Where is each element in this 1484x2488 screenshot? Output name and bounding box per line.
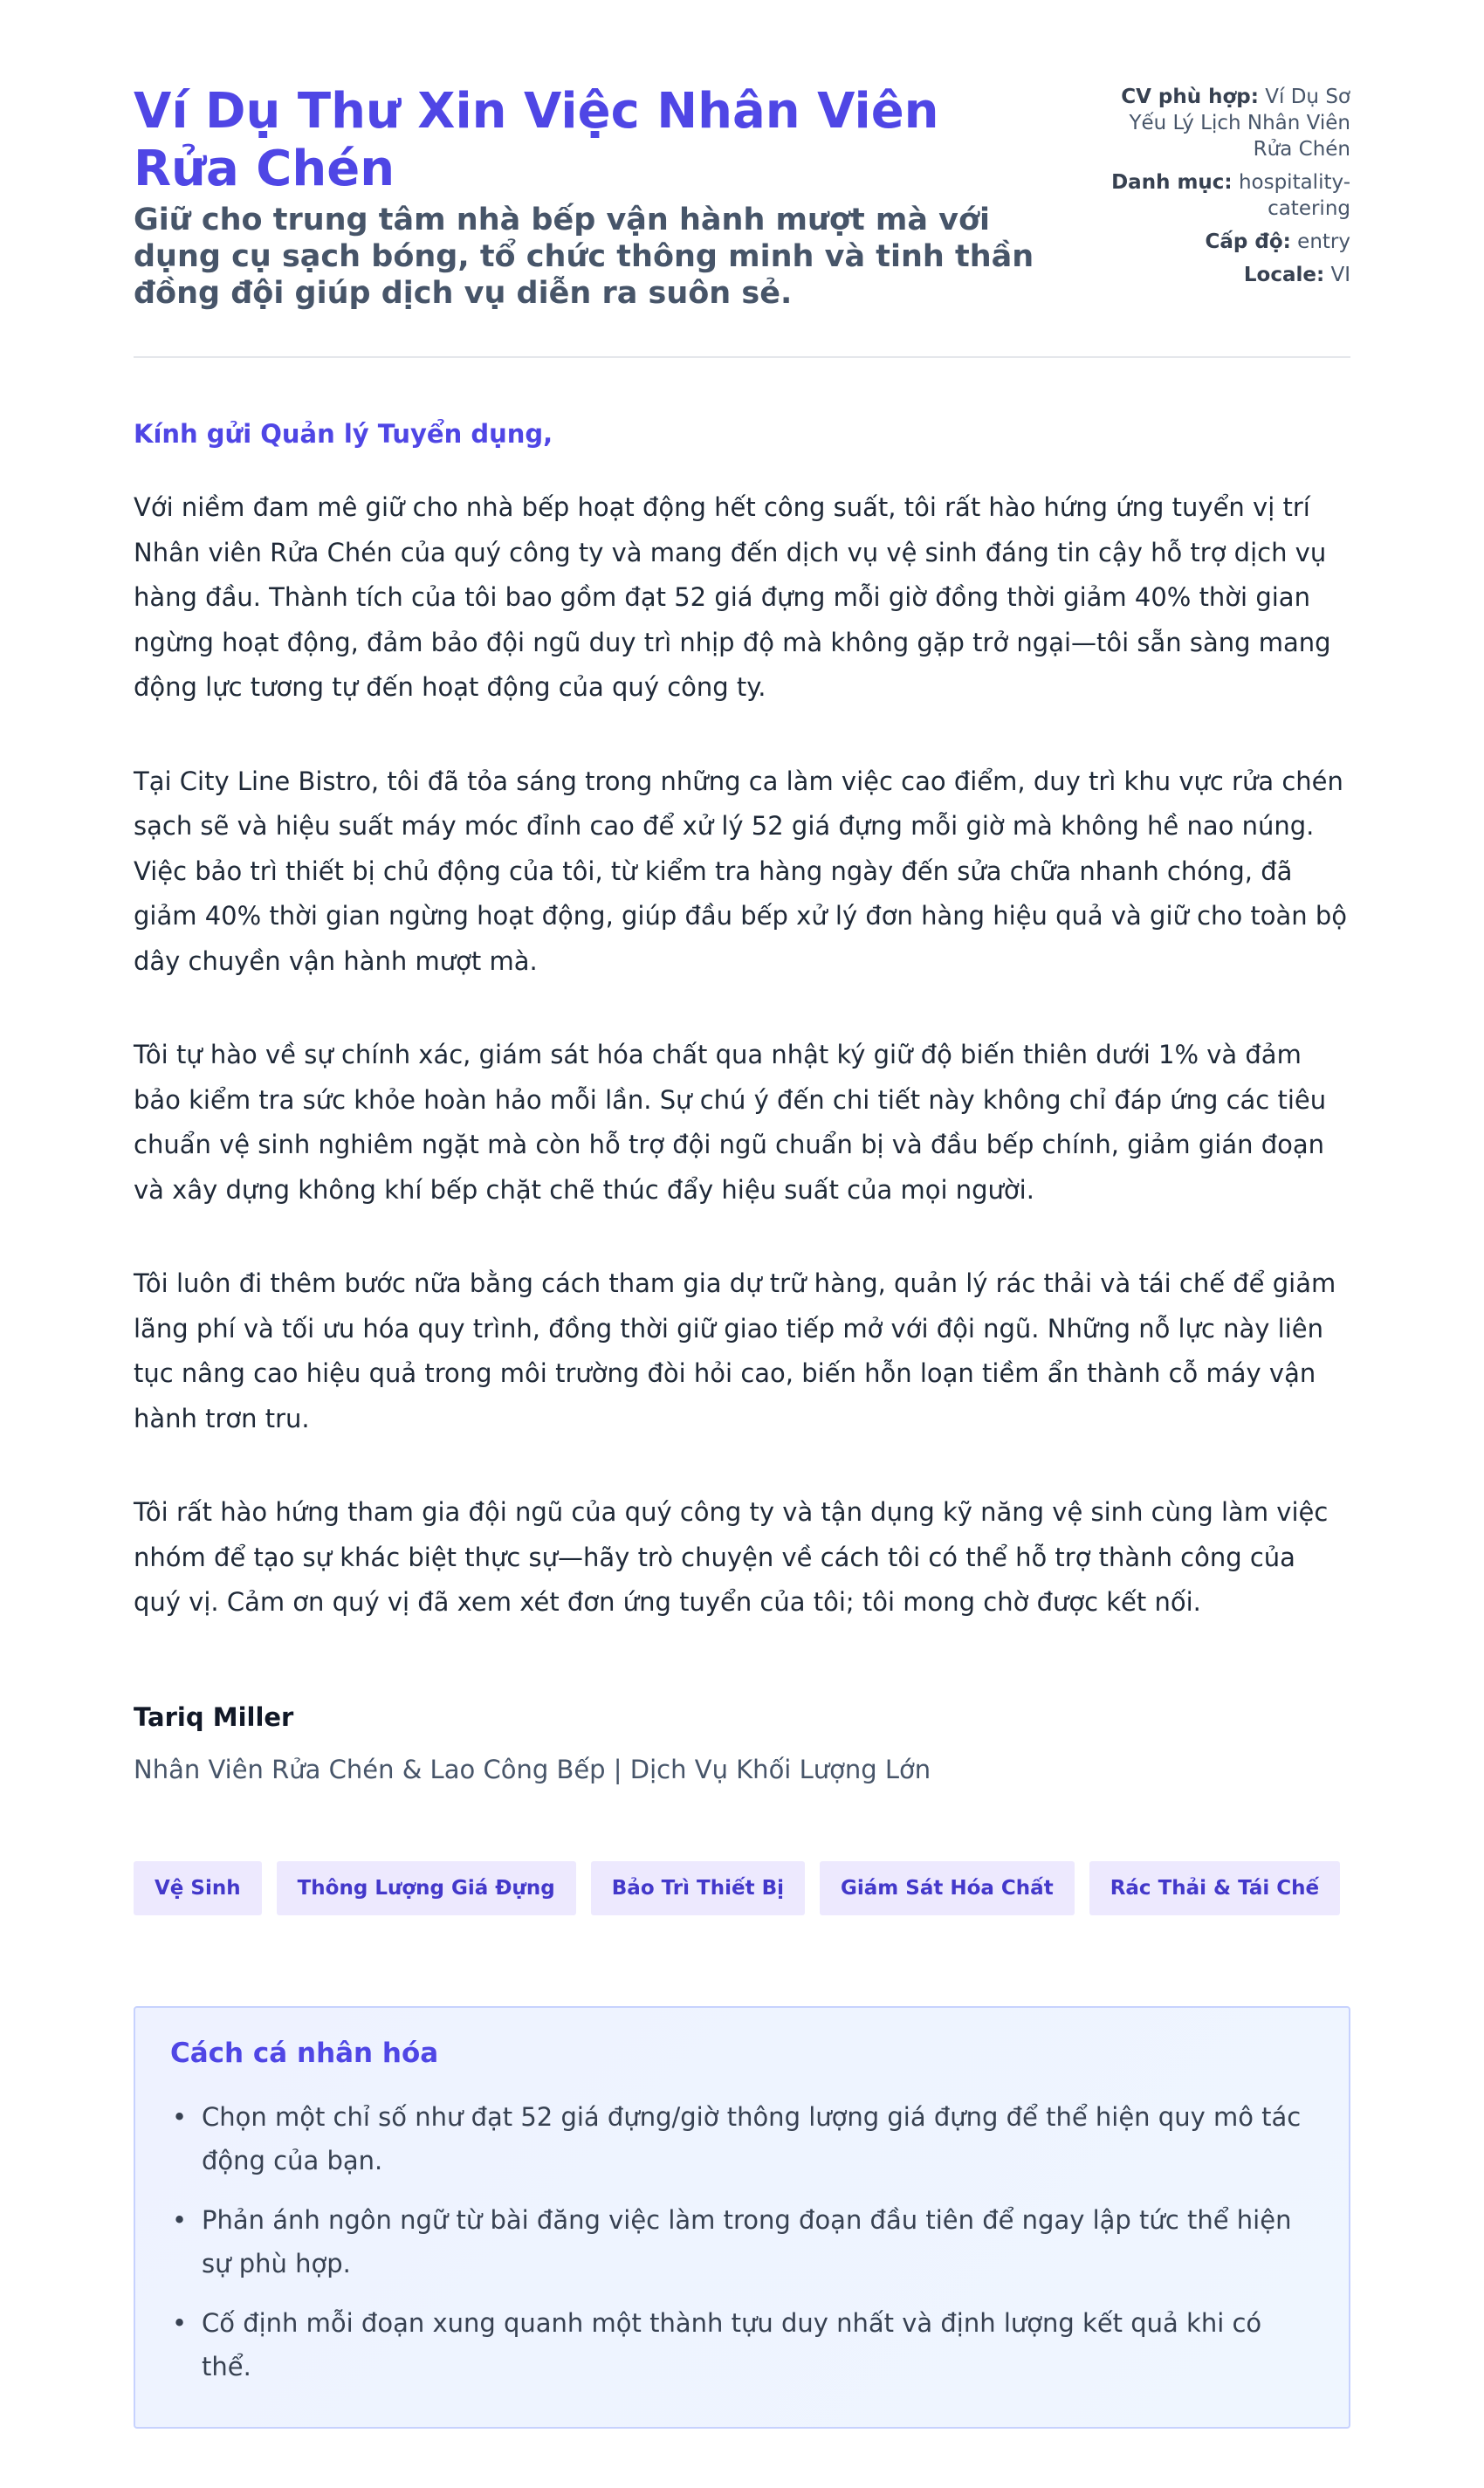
tips-list-item — [170, 2198, 1314, 2285]
meta-panel — [1097, 84, 1350, 295]
letter-paragraph: Tại City Line Bistro, tôi đã tỏa sáng trong những ca làm việc cao điểm, duy trì khu vực rửa chén sạch sẽ và hiệu suất máy móc đỉnh cao để xử lý 52 giá đựng mỗi giờ mà không hề nao núng. Việc bảo trì thiết bị chủ động của tôi, từ kiểm tra hàng ngày đến sửa chữa nhanh chóng, đã giảm 40% thời gian ngừng hoạt động, giúp đầu bếp xử lý đơn hàng hiệu quả và giữ cho toàn bộ dây chuyền vận hành mượt mà. — [134, 766, 1348, 976]
bullet-icon: • — [172, 2204, 188, 2235]
meta-value: hospitality-catering — [1238, 171, 1350, 220]
tip-text: Chọn một chỉ số như đạt 52 giá đựng/giờ thông lượng giá đựng để thể hiện quy mô tác động của bạn. — [202, 2101, 1302, 2175]
skill-tag: Thông Lượng Giá Đựng — [277, 1861, 576, 1915]
meta-row-locale — [1097, 262, 1350, 288]
bullet-icon: • — [172, 2307, 188, 2338]
letter-body — [134, 485, 1350, 1625]
tip-text: Cố định mỗi đoạn xung quanh một thành tựu duy nhất và định lượng kết quả khi có thể. — [202, 2307, 1262, 2381]
letter-paragraph: Tôi luôn đi thêm bước nữa bằng cách tham gia dự trữ hàng, quản lý rác thải và tái chế để giảm lãng phí và tối ưu hóa quy trình, đồng thời giữ giao tiếp mở với đội ngũ. Những nỗ lực này liên tục nâng cao hiệu quả trong môi trường đòi hỏi cao, biến hỗn loạn tiềm ẩn thành cỗ máy vận hành trơn tru. — [134, 1268, 1336, 1433]
meta-key: Cấp độ: — [1205, 230, 1291, 253]
skill-tag: Rác Thải & Tái Chế — [1089, 1861, 1340, 1915]
tips-list — [170, 2095, 1314, 2388]
salutation: Kính gửi Quản lý Tuyển dụng, — [134, 419, 553, 449]
letter-paragraph: Tôi tự hào về sự chính xác, giám sát hóa chất qua nhật ký giữ độ biến thiên dưới 1% và đảm bảo kiểm tra sức khỏe hoàn hảo mỗi lần. Sự chú ý đến chi tiết này không chỉ đáp ứng các tiêu chuẩn vệ sinh nghiêm ngặt mà còn hỗ trợ đội ngũ chuẩn bị và đầu bếp chính, giảm gián đoạn và xây dựng không khí bếp chặt chẽ thúc đẩy hiệu suất của mọi người. — [134, 1040, 1327, 1205]
bullet-icon: • — [172, 2101, 188, 2132]
meta-value: Ví Dụ Sơ Yếu Lý Lịch Nhân Viên Rửa Chén — [1129, 86, 1350, 161]
meta-value: entry — [1297, 230, 1350, 253]
skill-tag: Vệ Sinh — [134, 1861, 262, 1915]
meta-key: Locale: — [1243, 264, 1325, 286]
meta-key: Danh mục: — [1111, 171, 1233, 194]
skill-tag: Giám Sát Hóa Chất — [820, 1861, 1075, 1915]
page-title: Ví Dụ Thư Xin Việc Nhân Viên Rửa Chén — [134, 83, 939, 197]
meta-value: VI — [1330, 264, 1350, 286]
signature-name: Tariq Miller — [134, 1701, 294, 1732]
signature-role: Nhân Viên Rửa Chén & Lao Công Bếp | Dịch Vụ Khối Lượng Lớn — [134, 1754, 931, 1784]
skill-tags — [134, 1861, 1350, 1915]
meta-row-resume — [1097, 84, 1350, 162]
tips-list-item — [170, 2301, 1314, 2388]
tip-text: Phản ánh ngôn ngữ từ bài đăng việc làm trong đoạn đầu tiên để ngay lập tức thể hiện sự phù hợp. — [202, 2204, 1292, 2278]
tips-title: Cách cá nhân hóa — [170, 2037, 439, 2069]
skill-tag: Bảo Trì Thiết Bị — [591, 1861, 805, 1915]
page-subtitle: Giữ cho trung tâm nhà bếp vận hành mượt mà với dụng cụ sạch bóng, tổ chức thông minh và tinh thần đồng đội giúp dịch vụ diễn ra suôn sẻ. — [134, 203, 1034, 311]
page-header — [134, 0, 1350, 358]
letter-paragraph: Tôi rất hào hứng tham gia đội ngũ của quý công ty và tận dụng kỹ năng vệ sinh cùng làm việc nhóm để tạo sự khác biệt thực sự—hãy trò chuyện về cách tôi có thể hỗ trợ thành công của quý vị. Cảm ơn quý vị đã xem xét đơn ứng tuyển của tôi; tôi mong chờ được kết nối. — [134, 1497, 1329, 1617]
signature-block — [134, 1702, 1350, 1784]
personalization-tips-box — [134, 2006, 1350, 2429]
meta-row-level — [1097, 229, 1350, 255]
letter-paragraph: Với niềm đam mê giữ cho nhà bếp hoạt động hết công suất, tôi rất hào hứng ứng tuyển vị trí Nhân viên Rửa Chén của quý công ty và mang đến dịch vụ vệ sinh đáng tin cậy hỗ trợ dịch vụ hàng đầu. Thành tích của tôi bao gồm đạt 52 giá đựng mỗi giờ đồng thời giảm 40% thời gian ngừng hoạt động, đảm bảo đội ngũ duy trì nhịp độ mà không gặp trở ngại—tôi sẵn sàng mang động lực tương tự đến hoạt động của quý công ty. — [134, 492, 1331, 702]
letter — [134, 419, 1350, 1784]
tips-list-item — [170, 2095, 1314, 2182]
meta-key: CV phù hợp: — [1121, 86, 1259, 108]
meta-row-category — [1097, 169, 1350, 222]
